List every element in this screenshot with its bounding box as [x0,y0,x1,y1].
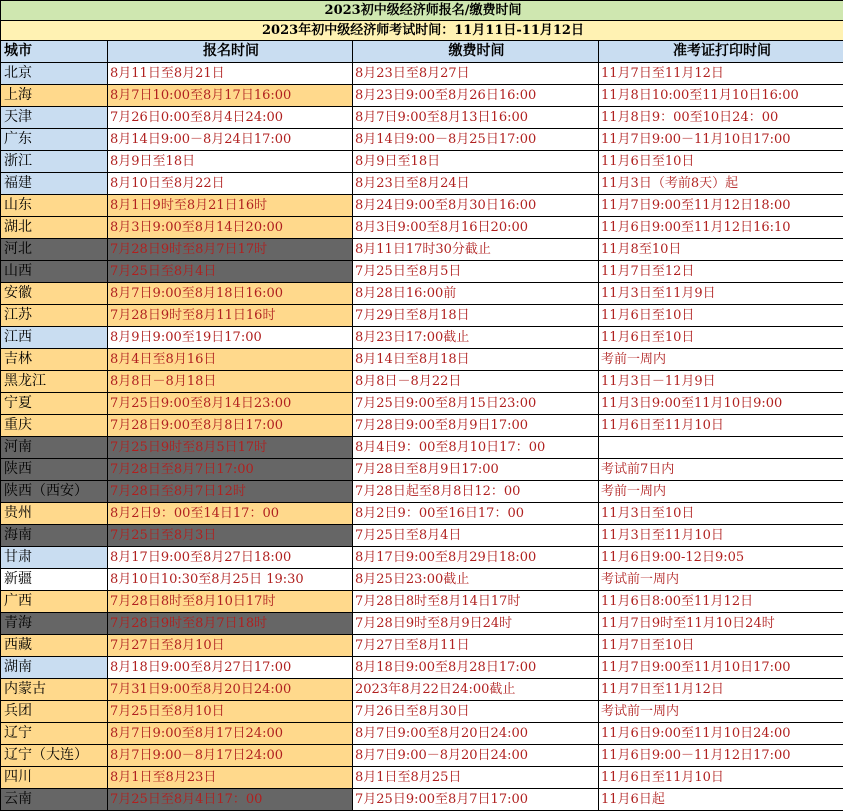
registration-cell: 8月7日9:00至8月17日24:00 [108,723,353,745]
registration-cell: 7月25日至8月10日 [108,701,353,723]
table-row [1,613,843,635]
city-cell: 重庆 [1,415,108,437]
city-cell: 河南 [1,437,108,459]
table-row [1,107,843,129]
table-row [1,327,843,349]
registration-cell: 8月2日9：00至14日17：00 [108,503,353,525]
registration-cell: 8月18日9:00至8月27日17:00 [108,657,353,679]
payment-cell: 7月28日至8月9日17:00 [353,459,599,481]
city-cell: 四川 [1,767,108,789]
table-row [1,371,843,393]
payment-cell: 7月25日至8月4日 [353,525,599,547]
table-row [1,591,843,613]
table-row [1,261,843,283]
table-row [1,789,843,811]
registration-cell: 8月1日9时至8月21日16时 [108,195,353,217]
print-cell: 11月6日至10日 [599,151,843,173]
print-cell: 11月6日起 [599,789,843,811]
table-row [1,745,843,767]
city-cell: 江苏 [1,305,108,327]
payment-cell: 7月27日至8月11日 [353,635,599,657]
print-cell: 11月6日9:00－11月12日17:00 [599,745,843,767]
header-admission-print-time: 准考证打印时间 [599,41,843,63]
city-cell: 福建 [1,173,108,195]
payment-cell: 8月7日9:00至8月20日24:00 [353,723,599,745]
table-row [1,63,843,85]
print-cell: 11月6日9:00-12日9:05 [599,547,843,569]
payment-cell: 8月23日17:00截止 [353,327,599,349]
city-cell: 北京 [1,63,108,85]
payment-cell: 8月9日至18日 [353,151,599,173]
print-cell: 11月7日至12日 [599,261,843,283]
print-cell: 11月7日9:00至11月10日17:00 [599,657,843,679]
registration-cell: 7月25日至8月3日 [108,525,353,547]
print-cell: 11月7日9时至11月10日24时 [599,613,843,635]
city-cell: 天津 [1,107,108,129]
city-cell: 辽宁（大连） [1,745,108,767]
city-cell: 青海 [1,613,108,635]
registration-cell: 7月27日至8月10日 [108,635,353,657]
city-cell: 辽宁 [1,723,108,745]
city-cell: 内蒙古 [1,679,108,701]
payment-cell: 8月17日9:00至8月29日18:00 [353,547,599,569]
header-city: 城市 [1,41,108,63]
city-cell: 广西 [1,591,108,613]
header-registration-time: 报名时间 [108,41,353,63]
table-row [1,437,843,459]
table-row [1,635,843,657]
payment-cell: 7月28日起至8月8日12：00 [353,481,599,503]
table-row [1,129,843,151]
registration-cell: 7月25日9时至8月5日17时 [108,437,353,459]
subtitle-row [1,21,843,41]
table-row [1,481,843,503]
registration-cell: 7月28日至8月7日17:00 [108,459,353,481]
print-cell: 11月3日至11月9日 [599,283,843,305]
payment-cell: 7月28日9时至8月9日24时 [353,613,599,635]
city-cell: 吉林 [1,349,108,371]
table-subtitle: 2023年初中级经济师考试时间：11月11日-11月12日 [1,21,843,41]
city-cell: 浙江 [1,151,108,173]
table-row [1,151,843,173]
print-cell: 11月6日9:00至11月10日24:00 [599,723,843,745]
print-cell: 11月3日（考前8天）起 [599,173,843,195]
print-cell: 11月6日至11月10日 [599,767,843,789]
table-row [1,195,843,217]
registration-cell: 8月17日9:00至8月27日18:00 [108,547,353,569]
registration-cell: 8月7日10:00至8月17日16:00 [108,85,353,107]
print-cell: 11月3日9:00至11月10日9:00 [599,393,843,415]
print-cell: 11月7日至11月12日 [599,679,843,701]
print-cell: 11月6日至10日 [599,305,843,327]
payment-cell: 7月25日9:00至8月15日23:00 [353,393,599,415]
print-cell: 11月6日8:00至11月12日 [599,591,843,613]
city-cell: 西藏 [1,635,108,657]
payment-cell: 8月14日9:00－8月25日17:00 [353,129,599,151]
print-cell: 11月6日至10日 [599,327,843,349]
city-cell: 广东 [1,129,108,151]
city-cell: 黑龙江 [1,371,108,393]
table-row [1,217,843,239]
table-row [1,173,843,195]
registration-cell: 7月26日0:00至8月4日24:00 [108,107,353,129]
payment-cell: 8月8日－8月22日 [353,371,599,393]
table-title: 2023初中级经济师报名/缴费时间 [1,1,843,21]
payment-cell: 2023年8月22日24:00截止 [353,679,599,701]
payment-cell: 8月7日9:00至8月13日16:00 [353,107,599,129]
print-cell: 11月7日9:00－11月10日17:00 [599,129,843,151]
print-cell: 考前一周内 [599,481,843,503]
city-cell: 海南 [1,525,108,547]
registration-cell: 7月28日9时至8月11日16时 [108,305,353,327]
city-cell: 云南 [1,789,108,811]
city-cell: 湖北 [1,217,108,239]
payment-cell: 8月2日9：00至16日17：00 [353,503,599,525]
payment-cell: 7月25日至8月5日 [353,261,599,283]
table-row [1,305,843,327]
print-cell: 考试前一周内 [599,701,843,723]
table-row [1,503,843,525]
registration-cell: 8月11日至8月21日 [108,63,353,85]
city-cell: 江西 [1,327,108,349]
city-cell: 河北 [1,239,108,261]
registration-cell: 7月28日9:00至8月8日17:00 [108,415,353,437]
city-cell: 山西 [1,261,108,283]
registration-cell: 7月25日至8月4日17：00 [108,789,353,811]
table-row [1,701,843,723]
table-row [1,767,843,789]
city-cell: 陕西（西安） [1,481,108,503]
table-row [1,459,843,481]
registration-cell: 7月25日至8月4日 [108,261,353,283]
print-cell: 11月6日9:00至11月12日16:10 [599,217,843,239]
registration-cell: 7月25日9:00至8月14日23:00 [108,393,353,415]
payment-cell: 8月1日至8月25日 [353,767,599,789]
city-cell: 甘肃 [1,547,108,569]
city-cell: 湖南 [1,657,108,679]
print-cell: 11月7日至10日 [599,635,843,657]
city-cell: 贵州 [1,503,108,525]
registration-cell: 8月4日至8月16日 [108,349,353,371]
table-row [1,723,843,745]
registration-cell: 7月28日9时至8月7日17时 [108,239,353,261]
payment-cell: 8月25日23:00截止 [353,569,599,591]
print-cell: 11月3日至10日 [599,503,843,525]
print-cell: 考试前7日内 [599,459,843,481]
registration-cell: 7月28日8时至8月10日17时 [108,591,353,613]
print-cell: 11月6日至11月10日 [599,415,843,437]
print-cell: 11月3日－11月9日 [599,371,843,393]
table-row [1,349,843,371]
registration-cell: 7月28日9时至8月7日18时 [108,613,353,635]
city-cell: 山东 [1,195,108,217]
header-row [1,41,843,63]
payment-cell: 8月28日16:00前 [353,283,599,305]
table-row [1,415,843,437]
registration-cell: 8月8日－8月18日 [108,371,353,393]
city-cell: 新疆 [1,569,108,591]
registration-cell: 7月31日9:00至8月20日24:00 [108,679,353,701]
registration-cell: 8月10日至8月22日 [108,173,353,195]
city-cell: 上海 [1,85,108,107]
payment-cell: 8月3日9:00至8月16日20:00 [353,217,599,239]
payment-cell: 8月23日至8月27日 [353,63,599,85]
payment-cell: 8月14日至8月18日 [353,349,599,371]
print-cell: 11月8日10:00至11月10日16:00 [599,85,843,107]
print-cell: 11月3日至11月10日 [599,525,843,547]
payment-cell: 8月18日9:00至8月28日17:00 [353,657,599,679]
schedule-table-body [1,1,843,811]
print-cell: 11月7日9:00至11月12日18:00 [599,195,843,217]
registration-cell: 8月9日9:00至19日17:00 [108,327,353,349]
table-row [1,525,843,547]
city-cell: 兵团 [1,701,108,723]
registration-cell: 7月28日至8月7日12时 [108,481,353,503]
header-payment-time: 缴费时间 [353,41,599,63]
print-cell: 考前一周内 [599,349,843,371]
payment-cell: 8月23日至8月24日 [353,173,599,195]
print-cell: 11月8日9：00至10日24：00 [599,107,843,129]
print-cell: 考试前一周内 [599,569,843,591]
registration-cell: 8月9日至18日 [108,151,353,173]
registration-cell: 8月3日9:00至8月14日20:00 [108,217,353,239]
city-cell: 宁夏 [1,393,108,415]
payment-cell: 8月23日9:00至8月26日16:00 [353,85,599,107]
registration-cell: 8月7日9:00－8月17日24:00 [108,745,353,767]
payment-cell: 8月11日17时30分截止 [353,239,599,261]
payment-cell: 8月7日9:00－8月20日24:00 [353,745,599,767]
table-row [1,393,843,415]
table-row [1,85,843,107]
registration-cell: 8月1日至8月23日 [108,767,353,789]
table-row [1,679,843,701]
payment-cell: 7月26日至8月30日 [353,701,599,723]
payment-cell: 8月4日9：00至8月10日17：00 [353,437,599,459]
print-cell: 11月7日至11月12日 [599,63,843,85]
table-row [1,547,843,569]
table-row [1,569,843,591]
table-row [1,239,843,261]
table-row [1,657,843,679]
city-cell: 安徽 [1,283,108,305]
title-row [1,1,843,21]
table-row [1,283,843,305]
payment-cell: 7月25日9:00至8月7日17:00 [353,789,599,811]
payment-cell: 7月28日9:00至8月9日17:00 [353,415,599,437]
payment-cell: 8月24日9:00至8月30日16:00 [353,195,599,217]
payment-cell: 7月29日至8月18日 [353,305,599,327]
registration-cell: 8月14日9:00－8月24日17:00 [108,129,353,151]
print-cell [599,437,843,459]
city-cell: 陕西 [1,459,108,481]
registration-cell: 8月10日10:30至8月25日 19:30 [108,569,353,591]
payment-cell: 7月28日8时至8月14日17时 [353,591,599,613]
registration-cell: 8月7日9:00至8月18日16:00 [108,283,353,305]
print-cell: 11月8至10日 [599,239,843,261]
